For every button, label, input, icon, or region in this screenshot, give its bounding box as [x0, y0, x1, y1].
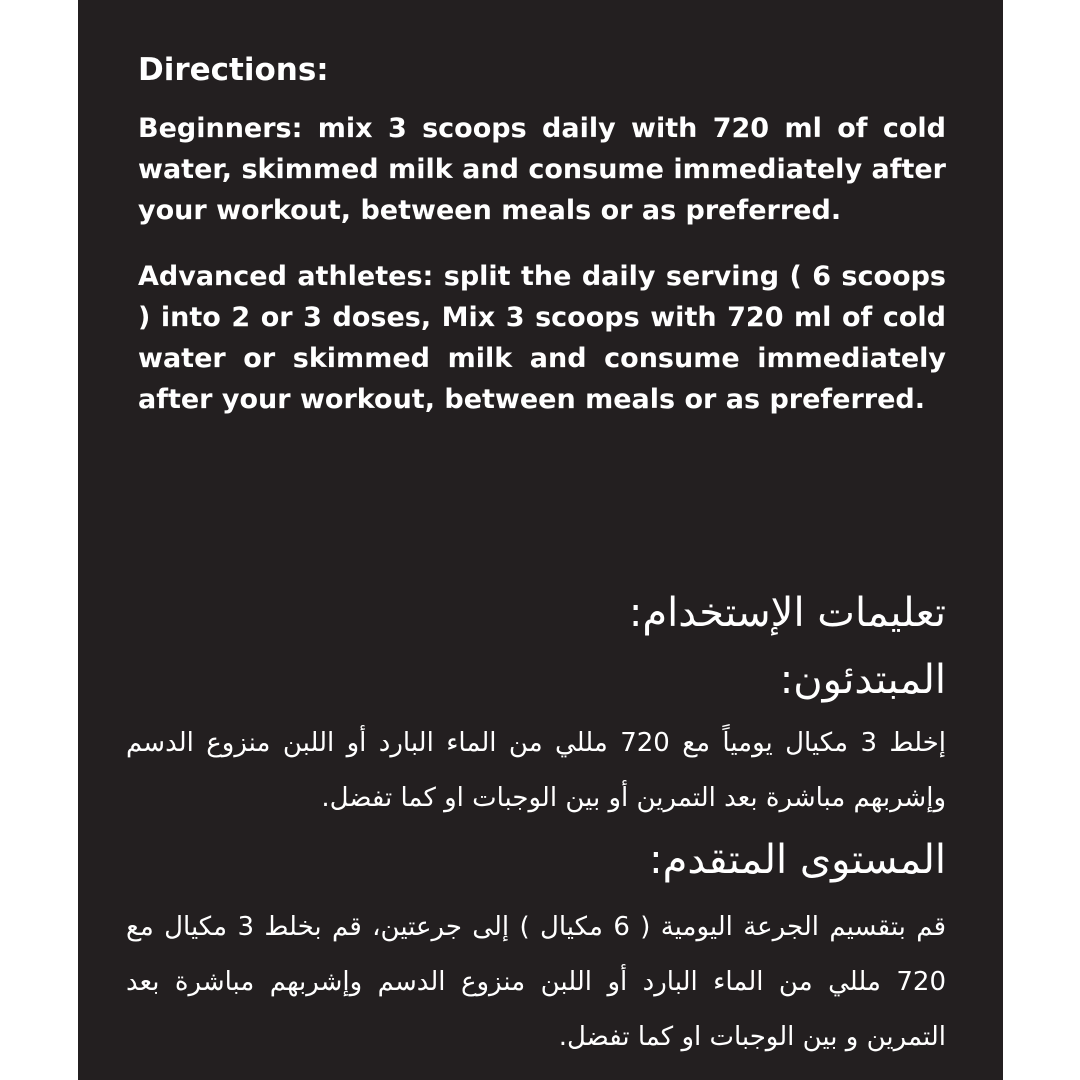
arabic-advanced-paragraph: قم بتقسيم الجرعة اليومية ( 6 مكيال ) إلى جرعتين، قم بخلط 3 مكيال مع 720 مللي من الماء البارد أو اللبن منزوع الدسم وإشربهم مباشرة بعد التمرين و بين الوجبات او كما تفضل. [126, 912, 947, 1052]
advanced-paragraph: Advanced athletes: split the daily serving ( 6 scoops ) into 2 or 3 doses, Mix 3 scoops with 720 ml of cold water or skimmed milk and consume immediately after your workout, between meals or as preferred. [138, 261, 946, 415]
arabic-beginners-paragraph: إخلط 3 مكيال يومياً مع 720 مللي من الماء البارد أو اللبن منزوع الدسم وإشربهم مباشرة بعد التمرين أو بين الوجبات او كما تفضل. [126, 728, 946, 813]
arabic-directions-title: تعليمات الإستخدام: [628, 590, 946, 636]
directions-title: Directions: [138, 52, 329, 88]
arabic-advanced-heading: المستوى المتقدم: [649, 837, 946, 883]
arabic-beginners-heading: المبتدئون: [779, 657, 946, 703]
beginners-paragraph: Beginners: mix 3 scoops daily with 720 ml of cold water, skimmed milk and consume immediately after your workout, between meals or as preferred. [138, 113, 946, 226]
label-panel [78, 0, 1003, 1080]
